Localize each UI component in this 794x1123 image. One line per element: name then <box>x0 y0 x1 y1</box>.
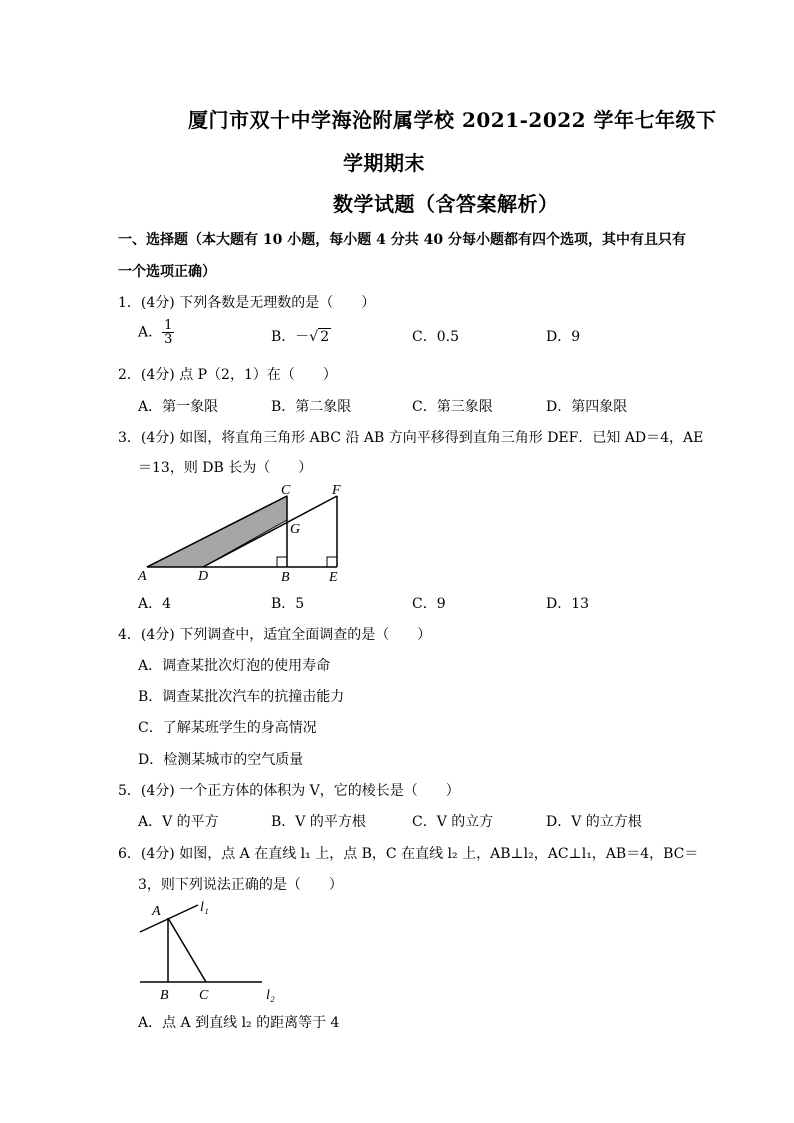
q5-option-b: B．V 的平方根 <box>271 814 366 830</box>
q4-option-d: D．检测某城市的空气质量 <box>138 752 304 768</box>
q3-stem-line2: ＝13，则 DB 长为（ ） <box>138 460 313 476</box>
q3-stem-line1: 3．(4分) 如图，将直角三角形 ABC 沿 AB 方向平移得到直角三角形 DEF．已知 AD＝4，AE <box>118 430 704 446</box>
doc-title-line2: 学期期末 <box>343 151 425 175</box>
label-l2: l₂ <box>266 988 275 1003</box>
q2-stem: 2．(4分) 点 P（2，1）在（ ） <box>118 367 337 383</box>
fraction-numerator: 1 <box>164 318 173 333</box>
fraction-denominator: 3 <box>164 332 173 347</box>
q2-option-c: C．第三象限 <box>412 399 493 415</box>
q3-option-b: B．5 <box>271 596 305 612</box>
q4-option-b: B．调查某批次汽车的抗撞击能力 <box>138 689 345 705</box>
label-b: B <box>160 988 169 1003</box>
label-a: A <box>138 569 147 584</box>
q3-option-a: A．4 <box>138 596 172 612</box>
doc-title-line1: 厦门市双十中学海沧附属学校 2021-2022 学年七年级下 <box>188 108 717 132</box>
q1-option-d: D．9 <box>546 329 581 345</box>
q1-option-b-prefix: B．－ <box>271 329 310 345</box>
q4-option-c: C．了解某班学生的身高情况 <box>138 720 317 736</box>
q4-option-a: A．调查某批次灯泡的使用寿命 <box>138 658 331 674</box>
q6-stem-line2: 3，则下列说法正确的是（ ） <box>138 877 343 893</box>
q4-stem: 4．(4分) 下列调查中，适宜全面调查的是（ ） <box>118 627 432 643</box>
q1-stem: 1．(4分) 下列各数是无理数的是（ ） <box>118 295 376 311</box>
segment-ac <box>168 918 206 982</box>
label-f: F <box>332 483 341 498</box>
label-g: G <box>290 522 301 537</box>
q2-option-b: B．第二象限 <box>271 399 352 415</box>
section-header-line1: 一、选择题（本大题有 10 小题，每小题 4 分共 40 分每小题都有四个选项，其中有且只有 <box>118 232 686 248</box>
sqrt-icon: √ 2 <box>309 329 330 345</box>
q6-stem-line1: 6．(4分) 如图，点 A 在直线 l₁ 上，点 B，C 在直线 l₂ 上，AB⊥l₂，AC⊥l₁，AB＝4，BC＝ <box>118 846 699 862</box>
q1-option-a-prefix: A． <box>138 324 163 341</box>
q5-option-c: C．V 的立方 <box>412 814 494 830</box>
label-a: A <box>152 904 161 919</box>
label-b: B <box>281 570 290 585</box>
q5-stem: 5．(4分) 一个正方体的体积为 V，它的棱长是（ ） <box>118 783 460 799</box>
radicand: 2 <box>320 329 330 345</box>
label-c: C <box>281 483 291 498</box>
q2-option-d: D．第四象限 <box>546 399 628 415</box>
q1-option-c: C．0.5 <box>412 329 459 345</box>
q3-option-c: C．9 <box>412 596 446 612</box>
q3-option-d: D．13 <box>546 596 590 612</box>
section-header-line2: 一个选项正确） <box>118 264 216 280</box>
q5-option-d: D．V 的立方根 <box>546 814 642 830</box>
q6-option-a: A．点 A 到直线 l₂ 的距离等于 4 <box>138 1015 340 1031</box>
label-d: D <box>198 569 209 584</box>
q2-option-a: A．第一象限 <box>138 399 219 415</box>
label-e: E <box>329 570 338 585</box>
doc-title-line3: 数学试题（含答案解析） <box>333 192 559 216</box>
label-c: C <box>199 988 209 1003</box>
q5-option-a: A．V 的平方 <box>138 814 219 830</box>
label-l1: l₁ <box>200 900 209 915</box>
